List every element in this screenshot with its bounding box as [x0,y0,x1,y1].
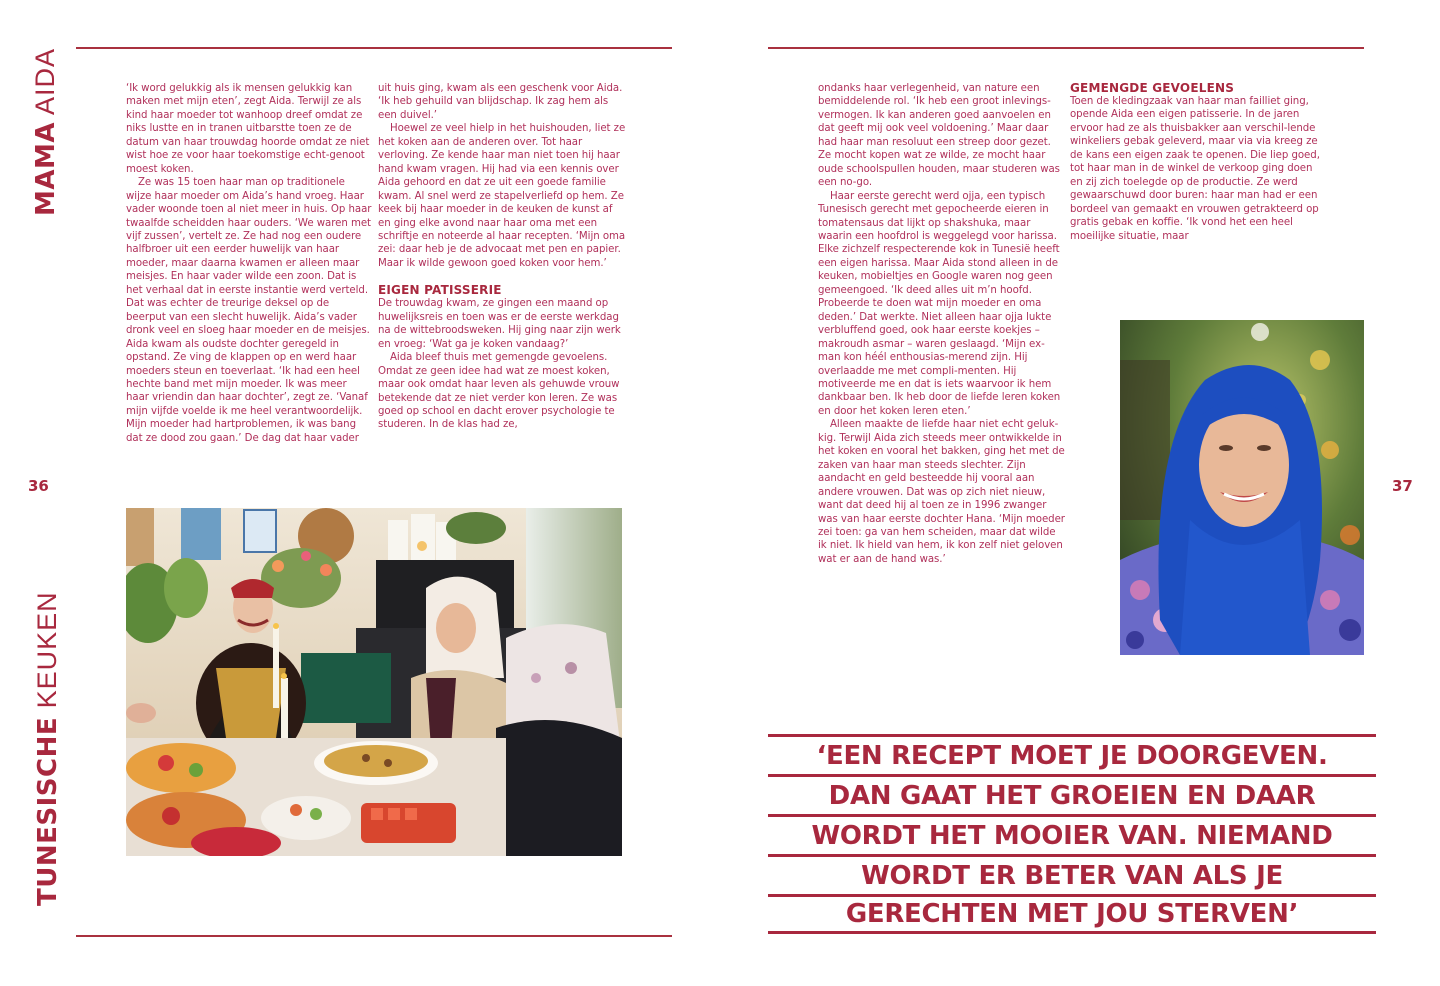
paragraph: Toen de kledingzaak van haar man failliet ging, opende Aida een eigen patisserie. In de jaren ervoor had ze als thuisbakker aan verschil-lende winkeliers gebak geleverd, maar via via kreeg ze de kans een eigen zaak te openen. Die liep goed, tot haar man in de winkel de verkoop ging doen en zij zich toelegde op de productie. Ze werd gewaarschuwd door buren: haar man had er een bordeel van gemaakt en vrouwen getrakteerd op gratis gebak en koffie. ‘Ik vond het een heel moeilijke situatie, maar [1070,96,1320,242]
paragraph: uit huis ging, kwam als een geschenk voor Aida. ‘Ik heb gehuild van blijdschap. Ik zag hem als een duivel.’ [378,83,623,121]
book-title-bold: TUNESISCHE [33,716,63,906]
subheading-eigen-patisserie: EIGEN PATISSERIE [378,283,502,298]
book-title-light: KEUKEN [32,591,62,717]
paragraph: De trouwdag kwam, ze gingen een maand op huwelijksreis en toen was er de eerste werkdag na de wittebroodsweken. Hij ging naar zijn werk en vroeg: ‘Wat ga je koken vandaag?’ [378,298,621,350]
pull-quote-line: WORDT HET MOOIER VAN. NIEMAND [768,814,1376,854]
paragraph: Aida bleef thuis met gemengde gevoelens. Omdat ze geen idee had wat ze moest koken, maar ook omdat haar leven als gehuwde vrouw betekende dat ze niet verder kon leren. Ze was goed op school en dacht erover psychologie te studeren. In de klas had ze, [378,352,620,431]
top-rule-right [768,47,1364,49]
paragraph: Alleen maakte de liefde haar niet echt geluk-kig. Terwijl Aida zich steeds meer ontwikkelde in het koken en vooral het bakken, ging het met de zaken van haar man steeds slechter. Zijn aandacht en geld besteedde hij vooral aan andere vrouwen. Dat was op zich niet nieuw, want dat deed hij al toen ze in 1996 zwanger was van haar eerste dochter Hana. ‘Mijn moeder zei toen: ga van hem scheiden, maar dat wilde ik niet. Ik hield van hem, ik kon zelf niet geloven wat er aan de hand was.’ [818,419,1065,565]
section-label-light: AIDA [30,47,60,122]
pull-quote-line: WORDT ER BETER VAN ALS JE [768,854,1376,894]
paragraph: ‘Ik word gelukkig als ik mensen gelukkig kan maken met mijn eten’, zegt Aida. Terwijl ze als kind haar moeder tot wanhoop dreef omdat ze niks lustte en in tranen uitbarstte toen ze de datum van haar trouwdag hoorde omdat ze niet wist hoe ze voor haar toekomstige echt-genoot moest koken. [126,83,370,175]
text-column-1 [126,82,372,445]
pull-quote-line: DAN GAAT HET GROEIEN EN DAAR [768,774,1376,814]
text-column-2 [378,82,626,432]
paragraph: Haar eerste gerecht werd ojja, een typisch Tunesisch gerecht met gepocheerde eieren in tomatensaus dat lijkt op shakshuka, maar waarin een hoofdrol is weggelegd voor harissa. Elke zichzelf respecterende kok in Tunesië heeft een eigen harissa. Maar Aida stond alleen in de keuken, mobieltjes en Google waren nog geen gemeengoed. ‘Ik deed alles uit m’n hoofd. Probeerde te doen wat mijn moeder en oma deden.’ Dat werkte. Niet alleen haar ojja lukte verbluffend goed, ook haar eerste koekjes – makroudh asmar – waren geslaagd. ‘Mijn ex-man kon héél enthousias-merend zijn. Hij overlaadde me met compli-menten. Hij motiveerde me en dat is iets waarvoor ik hem dankbaar ben. Ik heb door de liefde leren koken en door het koken leren eten.’ [818,190,1061,417]
section-label-bold: MAMA [31,122,61,216]
subheading-gemengde-gevoelens: GEMENGDE GEVOELENS [1070,81,1235,95]
paragraph: ondanks haar verlegenheid, van nature een bemiddelende rol. ‘Ik heb een groot inlevings-vermogen. Ik kan anderen goed aanvoelen en dat geeft mij ook veel voldoening.’ Maar daar had haar man resoluut een streep door gezet. Ze mocht kopen wat ze wilde, ze mocht haar oude schoolspullen houden, maar studeren was een no-go. [818,83,1060,189]
paragraph: Ze was 15 toen haar man op traditionele wijze haar moeder om Aida’s hand vroeg. Haar vader woonde toen al niet meer in huis. Op haar twaalfde scheidden haar ouders. ‘We waren met vijf zussen’, vertelt ze. Ze had nog een oudere halfbroer uit een eerder huwelijk van haar moeder, maar daarna kwamen er alleen maar meisjes. En haar vader wilde een zoon. Dat is het verhaal dat in eerste instantie werd verteld. Dat was echter de treurige deksel op de beerput van een slecht huwelijk. Aida’s vader dronk veel en sloeg haar moeder en de meisjes. Aida kwam als oudste dochter geregeld in opstand. Ze ving de klappen op en werd haar moeders steun en toeverlaat. ‘Ik had een heel hechte band met mijn moeder. Ik was meer haar vriendin dan haar dochter’, zegt ze. ‘Vanaf mijn vijfde voelde ik me heel verantwoordelijk. Mijn moeder had hartproblemen, ik was bang dat ze dood zou gaan.’ De dag dat haar vader [126,177,372,444]
book-title-label [32,591,63,906]
text-column-3 [818,82,1066,566]
pull-quote-line: ‘EEN RECEPT MOET JE DOORGEVEN. [768,734,1376,774]
top-rule-left [76,47,672,49]
bottom-rule-left [76,935,672,937]
dinner-photo [126,508,622,856]
page-number-left: 36 [28,477,49,495]
pull-quote-line: GERECHTEN MET JOU STERVEN’ [768,894,1376,934]
pull-quote [768,734,1376,934]
page-number-right: 37 [1392,477,1413,495]
portrait-photo [1120,320,1364,655]
paragraph: Hoewel ze veel hielp in het huishouden, liet ze het koken aan de anderen over. Tot haar verloving. Ze kende haar man niet toen hij haar hand kwam vragen. Hij had via een kennis over Aida gehoord en dat ze uit een goede familie kwam. Al snel werd ze stapelverliefd op hem. Ze keek bij haar moeder in de keuken de kunst af en ging elke avond naar haar oma met een schriftje en noteerde al haar recepten. ‘Mijn oma zei: daar heb je de advocaat met pen en papier. Maar ik wilde gewoon goed koken voor hem.’ [378,123,626,269]
text-column-4 [1070,81,1320,243]
section-label-mama-aida [30,48,61,216]
